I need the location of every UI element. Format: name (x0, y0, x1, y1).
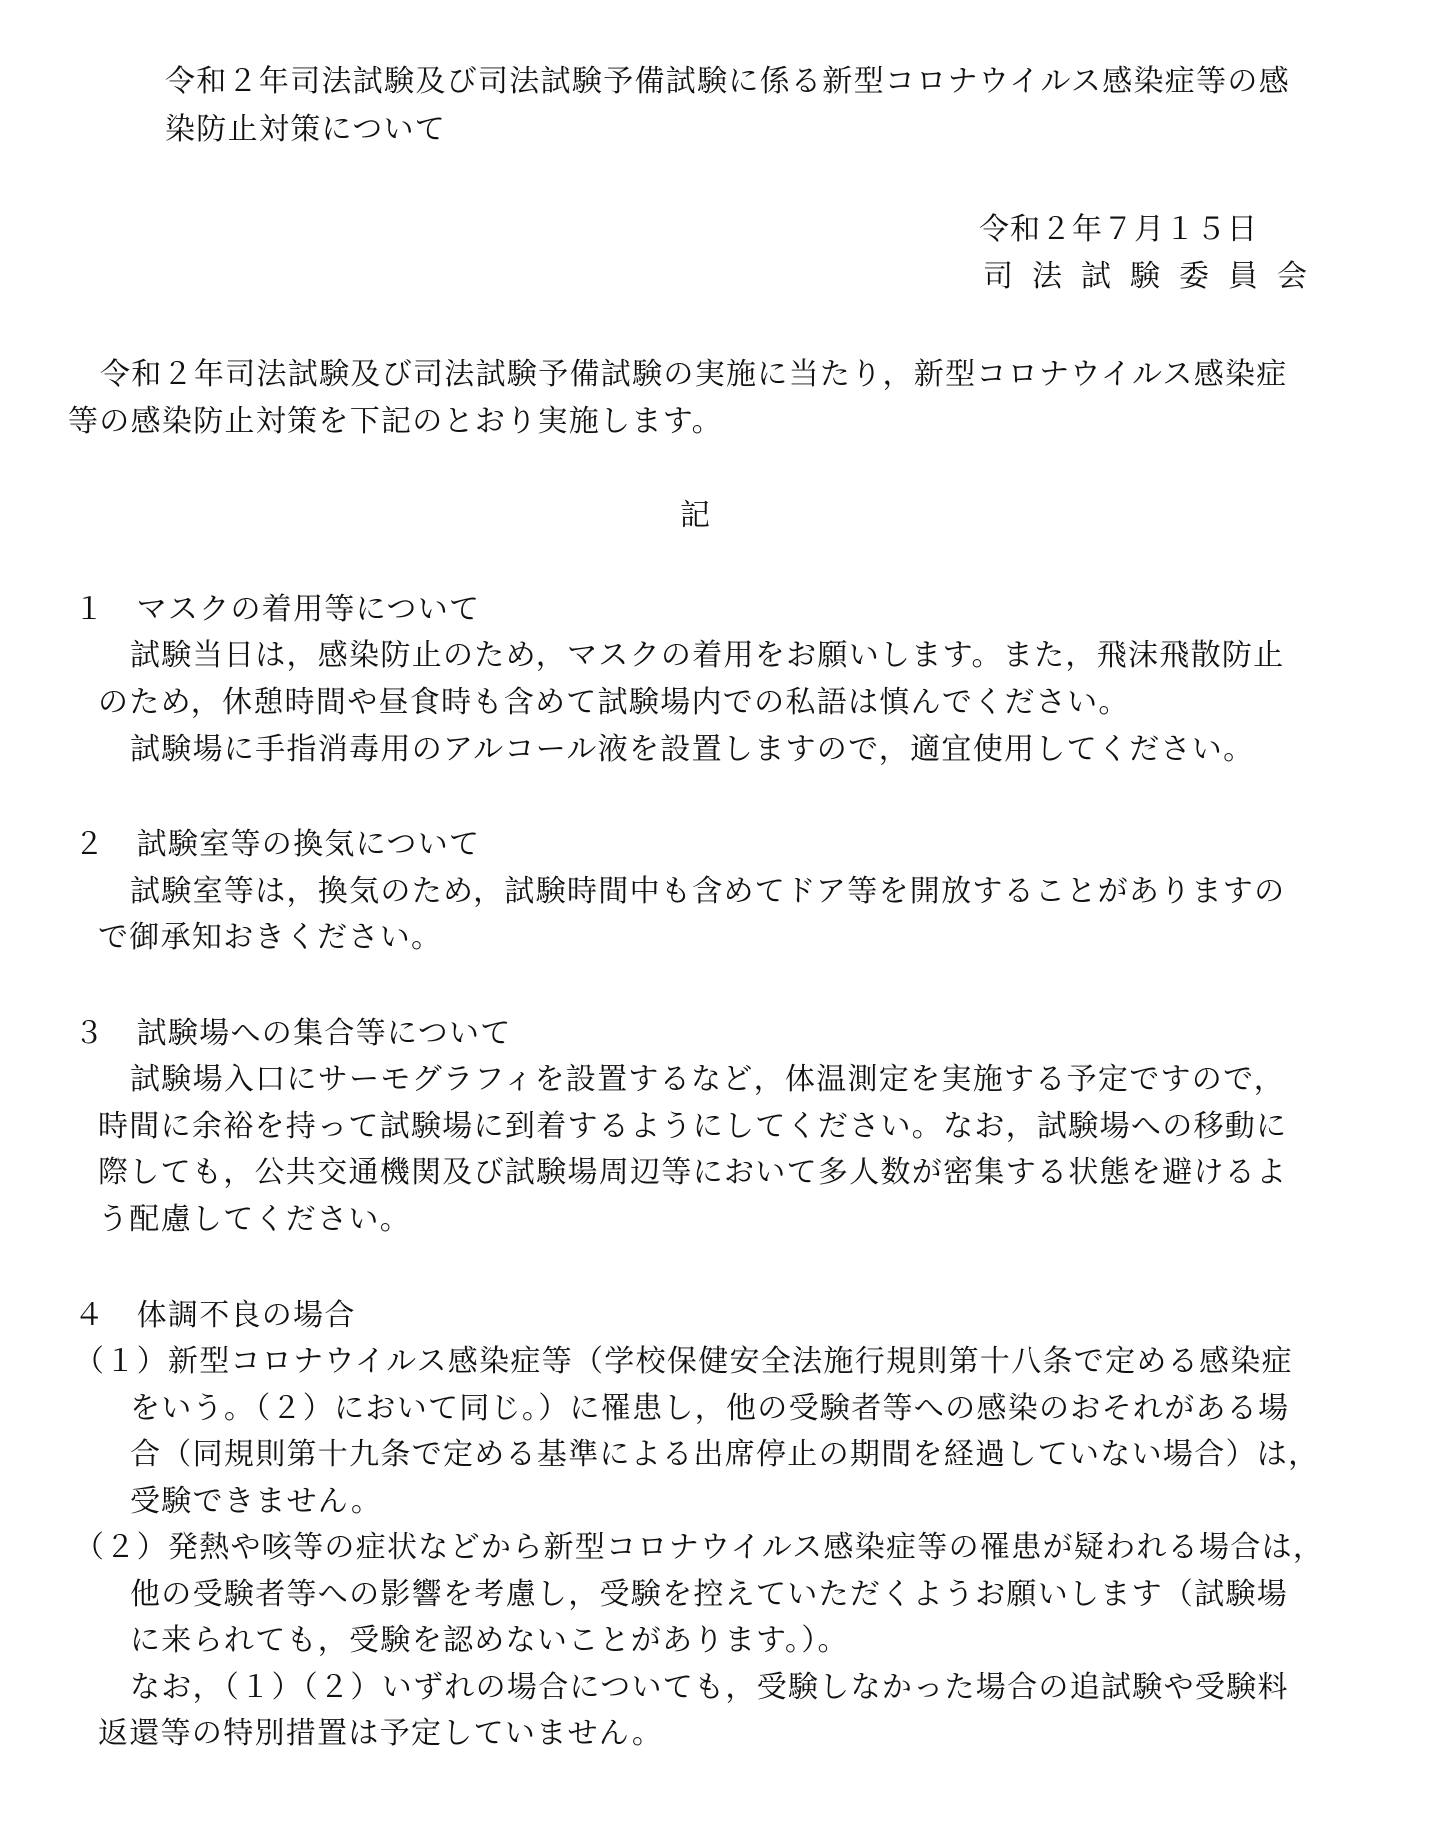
section-heading: ４ 体調不良の場合 (74, 1298, 356, 1333)
section-line: をいう。（２）において同じ。）に罹患し，他の受験者等への感染のおそれがある場 (130, 1391, 1290, 1426)
section-line: で御承知おきください。 (98, 920, 443, 955)
section-line: （１）新型コロナウイルス感染症等（学校保健安全法施行規則第十八条で定める感染症 (74, 1344, 1293, 1379)
section-heading: ２ 試験室等の換気について (74, 827, 481, 862)
issue-date: 令和２年７月１５日 (979, 212, 1258, 247)
section-heading: ３ 試験場への集合等について (74, 1016, 512, 1051)
intro-line: 令和２年司法試験及び司法試験予備試験の実施に当たり，新型コロナウイルス感染症 (100, 357, 1288, 392)
section-line: 試験室等は，換気のため，試験時間中も含めてドア等を開放することがありますの (130, 874, 1286, 909)
section-line: のため，休憩時間や昼食時も含めて試験場内での私語は慎んでください。 (98, 685, 1130, 720)
section-line: 受験できません。 (130, 1484, 383, 1519)
section-line: 合（同規則第十九条で定める基準による出席停止の期間を経過していない場合）は， (130, 1437, 1320, 1472)
title-line: 染防止対策について (165, 112, 447, 147)
section-line: 試験場入口にサーモグラフィを設置するなど，体温測定を実施する予定ですので， (130, 1062, 1286, 1097)
section-line: 返還等の特別措置は予定していません。 (98, 1716, 664, 1751)
title-line: 令和２年司法試験及び司法試験予備試験に係る新型コロナウイルス感染症等の感 (165, 64, 1290, 99)
intro-line: 等の感染防止対策を下記のとおり実施します。 (68, 404, 723, 439)
section-line: に来られても，受験を認めないことがあります。）。 (130, 1623, 849, 1658)
section-line: 試験場に手指消毒用のアルコール液を設置しますので，適宜使用してください。 (130, 732, 1255, 767)
section-line: 他の受験者等への影響を考慮し，受験を控えていただくようお願いします（試験場 (130, 1577, 1289, 1612)
section-line: 試験当日は，感染防止のため，マスクの着用をお願いします。また，飛沫飛散防止 (130, 638, 1285, 673)
section-line: う配慮してください。 (98, 1202, 411, 1237)
section-line: 時間に余裕を持って試験場に到着するようにしてください。なお，試験場への移動に (98, 1109, 1288, 1144)
ki-heading: 記 (680, 498, 712, 533)
section-line: （２）発熱や咳等の症状などから新型コロナウイルス感染症等の罹患が疑われる場合は， (74, 1530, 1325, 1565)
section-line: なお，（１）（２）いずれの場合についても，受験しなかった場合の追試験や受験料 (130, 1670, 1289, 1705)
section-line: 際しても，公共交通機関及び試験場周辺等において多人数が密集する状態を避けるよ (98, 1155, 1288, 1190)
section-heading: １ マスクの着用等について (74, 592, 481, 627)
issuer: 司法試験委員会 (983, 259, 1326, 294)
